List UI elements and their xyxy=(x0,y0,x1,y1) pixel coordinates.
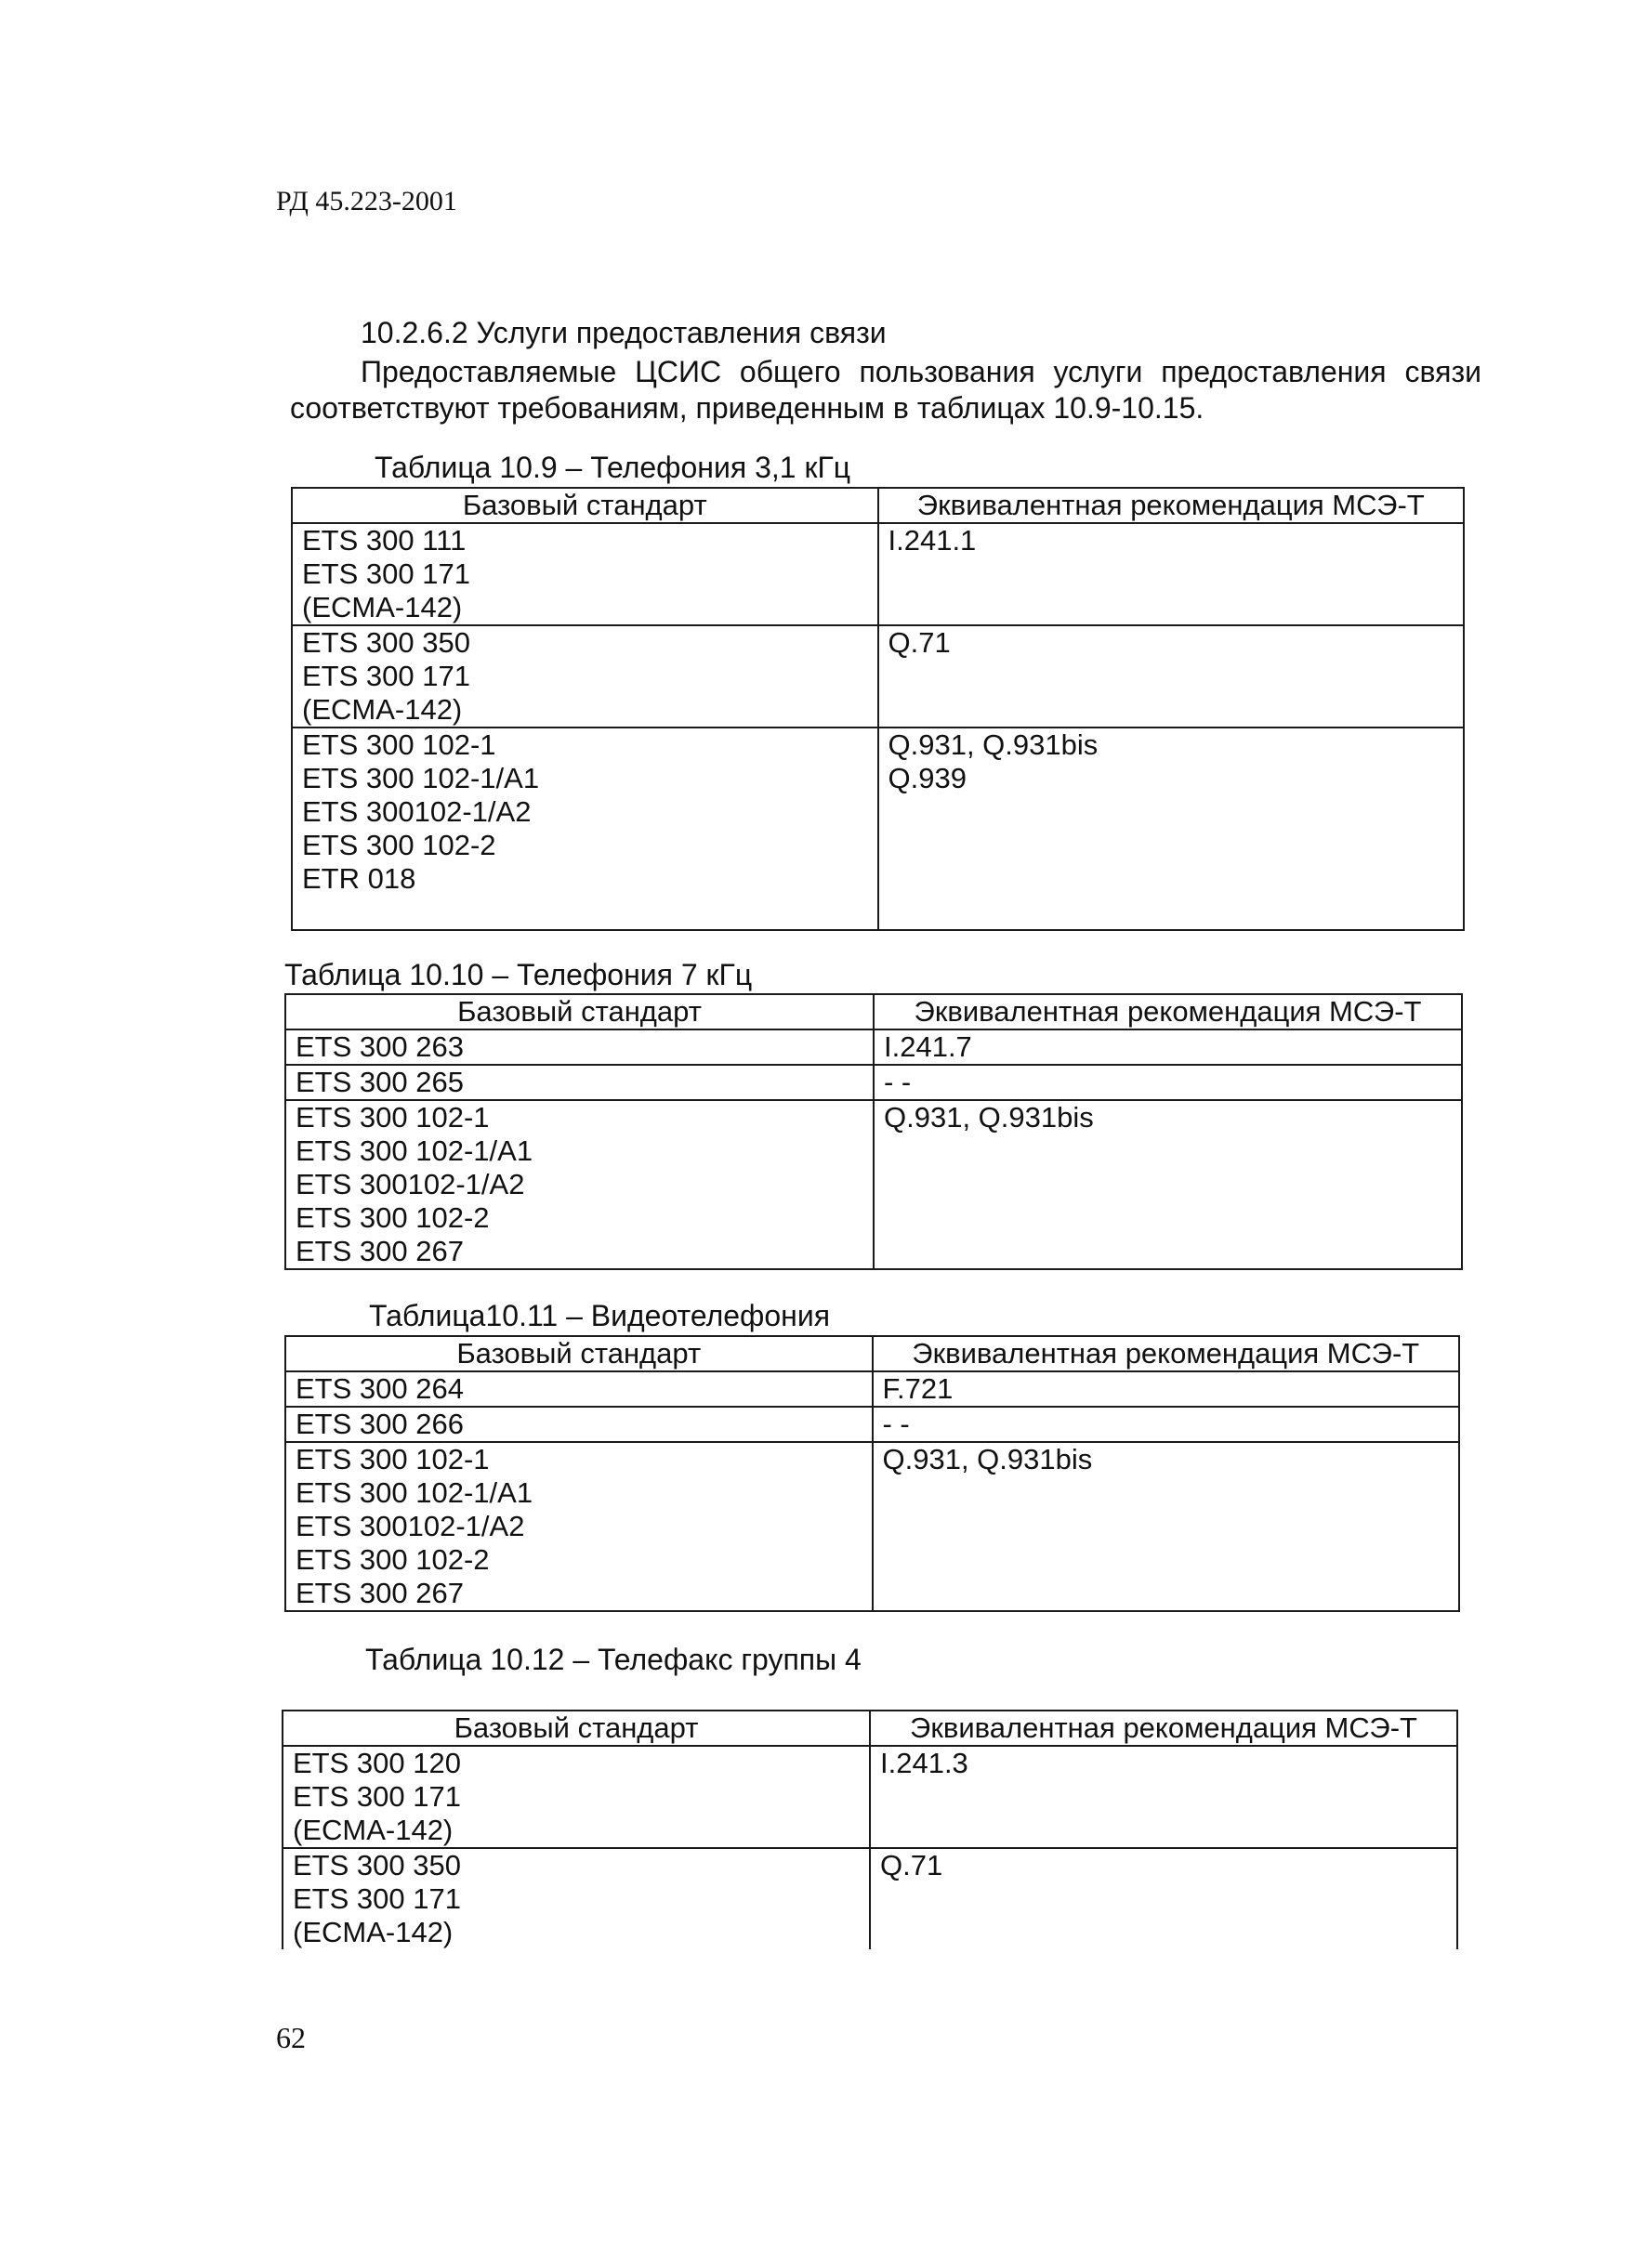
table-row xyxy=(285,1065,1462,1100)
column-header-itu-recommendation: Эквивалентная рекомендация МСЭ-Т xyxy=(870,1711,1457,1746)
table-10-9 xyxy=(291,487,1465,931)
standard-item: ETS 300 171 xyxy=(302,660,470,692)
base-standard-cell xyxy=(285,1065,874,1100)
standard-item: ETS 300 102-1/A1 xyxy=(302,762,540,794)
table-row xyxy=(292,625,1464,728)
standard-item: ETS 300 111 xyxy=(302,524,467,557)
document-header: РД 45.223-2001 xyxy=(276,186,457,216)
base-standard-cell xyxy=(292,523,878,625)
table-header-row xyxy=(285,994,1462,1029)
table-row xyxy=(285,1029,1462,1065)
table-row xyxy=(292,728,1464,930)
standard-item: ETR 018 xyxy=(302,862,416,895)
table-header-row xyxy=(292,488,1464,523)
recommendation-item: Q.931, Q.931bis xyxy=(884,1101,1094,1134)
recommendation-item: - - xyxy=(884,1066,912,1098)
table-10-12 xyxy=(282,1710,1458,1949)
recommendation-cell xyxy=(874,1065,1462,1100)
recommendation-item: Q.931, Q.931bis xyxy=(888,728,1099,761)
standard-item: ETS 300102-1/A2 xyxy=(296,1510,525,1542)
standard-item: ETS 300 171 xyxy=(302,557,470,590)
recommendation-cell xyxy=(870,1848,1457,1949)
recommendation-cell xyxy=(870,1746,1457,1848)
table-10-10 xyxy=(284,993,1463,1270)
column-header-base-standard: Базовый стандарт xyxy=(285,1336,873,1371)
recommendation-item: Q.939 xyxy=(888,762,967,794)
table-row xyxy=(285,1371,1459,1407)
column-header-itu-recommendation: Эквивалентная рекомендация МСЭ-Т xyxy=(878,488,1465,523)
recommendation-item: I.241.3 xyxy=(880,1747,968,1779)
base-standard-cell xyxy=(292,625,878,728)
standard-item: ETS 300 263 xyxy=(296,1030,464,1063)
standard-item: ETS 300 102-1/A1 xyxy=(296,1476,533,1509)
standard-item: ETS 300102-1/A2 xyxy=(302,795,532,828)
table-caption-10-11: Таблица10.11 – Видеотелефония xyxy=(369,1299,831,1332)
table-caption-10-9: Таблица 10.9 – Телефония 3,1 кГц xyxy=(375,451,851,484)
standard-item: ETS 300 102-1 xyxy=(296,1101,490,1134)
recommendation-item: Q.71 xyxy=(888,626,951,659)
base-standard-cell xyxy=(285,1407,873,1442)
table-row xyxy=(292,523,1464,625)
recommendation-cell xyxy=(874,1100,1462,1269)
column-header-base-standard: Базовый стандарт xyxy=(292,488,878,523)
table-row xyxy=(285,1100,1462,1269)
table-row xyxy=(283,1848,1457,1949)
standard-item: ETS 300 350 xyxy=(293,1849,461,1881)
standard-item: ETS 300 102-1 xyxy=(296,1443,490,1475)
standard-item: ETS 300 102-1/A1 xyxy=(296,1134,533,1167)
recommendation-cell xyxy=(873,1407,1460,1442)
standard-item: ETS 300 102-2 xyxy=(302,829,496,861)
standard-item: ETS 300 102-2 xyxy=(296,1201,490,1234)
standard-item: (ECMA-142) xyxy=(293,1814,454,1846)
base-standard-cell xyxy=(283,1746,870,1848)
recommendation-cell xyxy=(873,1442,1460,1611)
standard-item: ETS 300102-1/A2 xyxy=(296,1168,525,1200)
recommendation-cell xyxy=(878,728,1465,930)
base-standard-cell xyxy=(292,728,878,930)
table-caption-10-10: Таблица 10.10 – Телефония 7 кГц xyxy=(284,958,753,991)
standard-item: (ECMA-142) xyxy=(302,693,463,726)
table-10-11 xyxy=(284,1335,1460,1612)
base-standard-cell xyxy=(285,1029,874,1065)
standard-item: ETS 300 350 xyxy=(302,626,470,659)
recommendation-cell xyxy=(873,1371,1460,1407)
standard-item: ETS 300 102-1 xyxy=(302,728,496,761)
section-title: 10.2.6.2 Услуги предоставления связи xyxy=(361,316,887,349)
column-header-base-standard: Базовый стандарт xyxy=(285,994,874,1029)
recommendation-cell xyxy=(878,523,1465,625)
page-number: 62 xyxy=(276,2021,306,2054)
recommendation-item: Q.71 xyxy=(880,1849,943,1881)
standard-item: ETS 300 102-2 xyxy=(296,1543,490,1576)
table-caption-10-12: Таблица 10.12 – Телефакс группы 4 xyxy=(365,1643,862,1676)
standard-item: ETS 300 266 xyxy=(296,1408,464,1440)
standard-item: (ECMA-142) xyxy=(302,591,463,623)
standard-item: ETS 300 120 xyxy=(293,1747,461,1779)
intro-paragraph xyxy=(290,354,1481,426)
base-standard-cell xyxy=(285,1371,873,1407)
recommendation-item: - - xyxy=(882,1408,910,1440)
base-standard-cell xyxy=(285,1100,874,1269)
recommendation-cell xyxy=(878,625,1465,728)
base-standard-cell xyxy=(285,1442,873,1611)
standard-item: ETS 300 171 xyxy=(293,1780,461,1813)
recommendation-item: I.241.7 xyxy=(884,1030,972,1063)
standard-item: ETS 300 265 xyxy=(296,1066,464,1098)
table-header-row xyxy=(283,1711,1457,1746)
standard-item: ETS 300 267 xyxy=(296,1235,464,1267)
standard-item: ETS 300 267 xyxy=(296,1577,464,1609)
column-header-itu-recommendation: Эквивалентная рекомендация МСЭ-Т xyxy=(874,994,1462,1029)
intro-paragraph-text: Предоставляемые ЦСИС общего пользования услуги предоставления связи соответствуют требованиям, приведенным в таблицах 10.9-10.15. xyxy=(290,355,1481,425)
base-standard-cell xyxy=(283,1848,870,1949)
table-row xyxy=(285,1442,1459,1611)
standard-item: ETS 300 171 xyxy=(293,1882,461,1915)
standard-item: (ECMA-142) xyxy=(293,1916,454,1948)
column-header-base-standard: Базовый стандарт xyxy=(283,1711,870,1746)
table-row xyxy=(285,1407,1459,1442)
standard-item: ETS 300 264 xyxy=(296,1372,464,1405)
column-header-itu-recommendation: Эквивалентная рекомендация МСЭ-Т xyxy=(873,1336,1460,1371)
recommendation-item: F.721 xyxy=(882,1372,954,1405)
recommendation-item: Q.931, Q.931bis xyxy=(882,1443,1093,1475)
table-header-row xyxy=(285,1336,1459,1371)
table-row xyxy=(283,1746,1457,1848)
recommendation-cell xyxy=(874,1029,1462,1065)
recommendation-item: I.241.1 xyxy=(888,524,977,557)
